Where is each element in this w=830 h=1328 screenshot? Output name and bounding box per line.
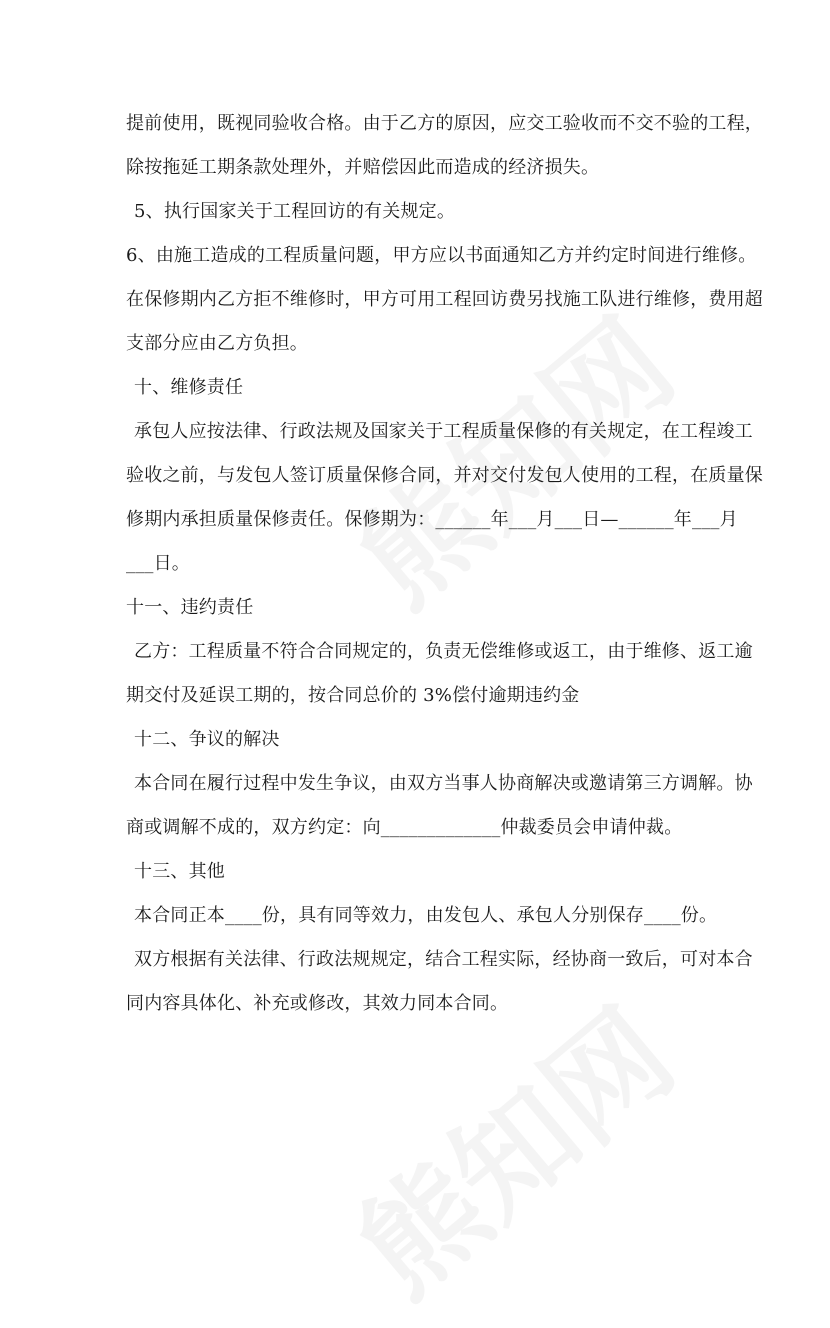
paragraph-line: 本合同在履行过程中发生争议，由双方当事人协商解决或邀请第三方调解。协 — [134, 773, 753, 794]
clause-item: 5、执行国家关于工程回访的有关规定。 — [134, 201, 456, 222]
clause-item: 6、由施工造成的工程质量问题，甲方应以书面通知乙方并约定时间进行维修。 — [126, 245, 757, 266]
paragraph-line: 本合同正本____份，具有同等效力，由发包人、承包人分别保存____份。 — [134, 905, 718, 926]
section-heading: 十二、争议的解决 — [134, 729, 280, 750]
paragraph-line: 同内容具体化、补充或修改，其效力同本合同。 — [126, 993, 509, 1014]
section-heading: 十、维修责任 — [134, 377, 244, 398]
paragraph-line: 双方根据有关法律、行政法规规定，结合工程实际，经协商一致后，可对本合 — [134, 949, 753, 970]
watermark — [317, 964, 703, 1327]
watermark — [317, 274, 703, 637]
paragraph-line: 承包人应按法律、行政法规及国家关于工程质量保修的有关规定，在工程竣工 — [134, 421, 753, 442]
paragraph-line: 支部分应由乙方负担。 — [126, 333, 308, 354]
section-heading: 十三、其他 — [134, 861, 225, 882]
paragraph-line: 修期内承担质量保修责任。保修期为：______年___月___日—______年___月 — [126, 509, 738, 530]
paragraph-line: 在保修期内乙方拒不维修时，甲方可用工程回访费另找施工队进行维修，费用超 — [126, 289, 763, 310]
paragraph-line: ___日。 — [126, 553, 190, 574]
paragraph-line: 乙方：工程质量不符合合同规定的，负责无偿维修或返工，由于维修、返工逾 — [134, 641, 753, 662]
paragraph-line: 验收之前，与发包人签订质量保修合同，并对交付发包人使用的工程，在质量保 — [126, 465, 763, 486]
paragraph-line: 除按拖延工期条款处理外，并赔偿因此而造成的经济损失。 — [126, 157, 600, 178]
paragraph-line: 提前使用，既视同验收合格。由于乙方的原因，应交工验收而不交不验的工程， — [126, 113, 763, 134]
paragraph-line: 期交付及延误工期的，按合同总价的 3%偿付逾期违约金 — [126, 685, 580, 706]
paragraph-line: 商或调解不成的，双方约定：向_____________仲裁委员会申请仲裁。 — [126, 817, 683, 838]
section-heading: 十一、违约责任 — [126, 597, 254, 618]
